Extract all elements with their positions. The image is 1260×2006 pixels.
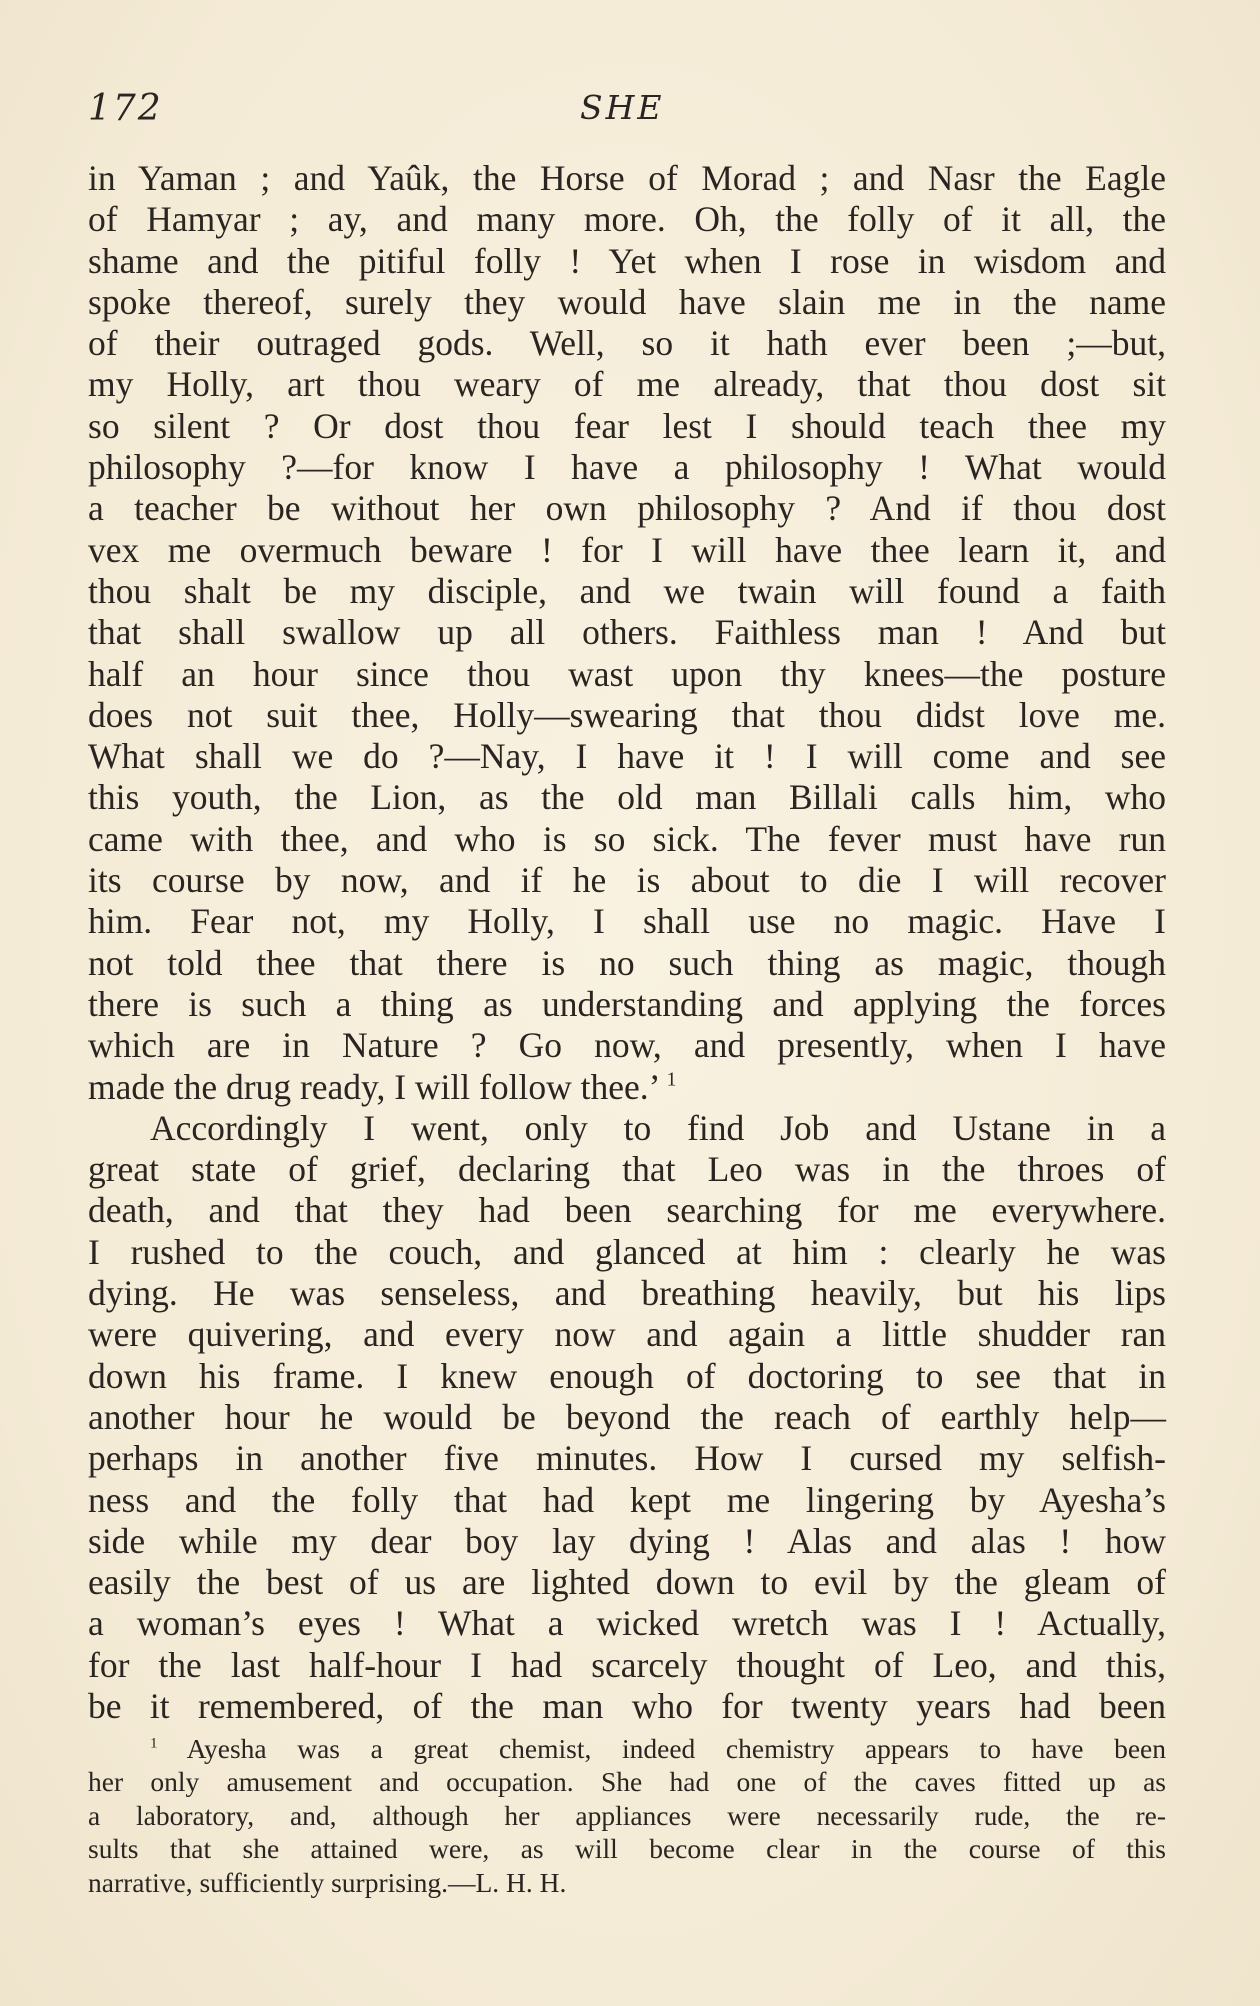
text-line: spoke thereof, surely they would have slain me in the name [88,281,1166,322]
footnote-first-line [88,1732,1166,1765]
footnote-line: a laboratory, and, although her appliances were necessarily rude, the re- [88,1799,1166,1831]
text-line: not told thee that there is no such thing as magic, though [88,942,1166,983]
footnote-line: her only amusement and occupation. She had one of the caves fitted up as [88,1766,1166,1798]
text-line: this youth, the Lion, as the old man Billali calls him, who [88,777,1166,818]
text-line: death, and that they had been searching for me everywhere. [88,1190,1166,1231]
text-line: of Hamyar ; ay, and many more. Oh, the folly of it all, the [88,199,1166,240]
text-line: so silent ? Or dost thou fear lest I should teach thee my [88,405,1166,446]
text-line: does not suit thee, Holly—swearing that thou didst love me. [88,694,1166,735]
text-line: ness and the folly that had kept me lingering by Ayesha’s [88,1479,1166,1520]
text-line: perhaps in another five minutes. How I cursed my selfish- [88,1438,1166,1479]
body-text [88,158,1166,1727]
text-line: for the last half-hour I had scarcely thought of Leo, and this, [88,1644,1166,1685]
footnote-text: Ayesha was a great chemist, indeed chemistry appears to have been [186,1733,1166,1764]
text-line: What shall we do ?—Nay, I have it ! I will come and see [88,736,1166,777]
page-number: 172 [88,88,163,129]
footnote-line: sults that she attained were, as will become clear in the course of this [88,1833,1166,1865]
text-line: another hour he would be beyond the reach of earthly help— [88,1396,1166,1437]
paragraph-first-line: Accordingly I went, only to find Job and Ustane in a [150,1107,1166,1148]
footnote-line: narrative, sufficiently surprising.—L. H. H. [88,1866,567,1898]
page-header [88,88,1168,138]
text-line: down his frame. I knew enough of doctoring to see that in [88,1355,1166,1396]
text-line: vex me overmuch beware ! for I will have thee learn it, and [88,529,1166,570]
footnote [88,1732,1166,1899]
text-line: that shall swallow up all others. Faithless man ! And but [88,612,1166,653]
text-line: dying. He was senseless, and breathing heavily, but his lips [88,1273,1166,1314]
text-line: side while my dear boy lay dying ! Alas and alas ! how [88,1520,1166,1561]
text-line: philosophy ?—for know I have a philosophy ! What would [88,447,1166,488]
text-line: my Holly, art thou weary of me already, that thou dost sit [88,364,1166,405]
text-line-content: made the drug ready, I will follow thee.’ [88,1066,658,1107]
text-line-with-footnote-ref [88,1067,1166,1108]
text-line: came with thee, and who is so sick. The fever must have run [88,818,1166,859]
text-line: him. Fear not, my Holly, I shall use no magic. Have I [88,901,1166,942]
text-line: a teacher be without her own philosophy ? And if thou dost [88,488,1166,529]
text-line: I rushed to the couch, and glanced at him : clearly he was [88,1231,1166,1272]
text-line: shame and the pitiful folly ! Yet when I rose in wisdom and [88,240,1166,281]
text-line: easily the best of us are lighted down to evil by the gleam of [88,1562,1166,1603]
text-line: thou shalt be my disciple, and we twain will found a faith [88,570,1166,611]
footnote-reference: 1 [666,1068,677,1090]
text-line: were quivering, and every now and again a little shudder ran [88,1314,1166,1355]
text-line: which are in Nature ? Go now, and presently, when I have [88,1025,1166,1066]
text-line: a woman’s eyes ! What a wicked wretch was I ! Actually, [88,1603,1166,1644]
text-line: of their outraged gods. Well, so it hath ever been ;—but, [88,323,1166,364]
running-head: SHE [580,88,665,127]
text-line: there is such a thing as understanding and applying the forces [88,983,1166,1024]
text-line: in Yaman ; and Yaûk, the Horse of Morad ; and Nasr the Eagle [88,158,1166,198]
text-line: its course by now, and if he is about to die I will recover [88,860,1166,901]
text-line: great state of grief, declaring that Leo was in the throes of [88,1149,1166,1190]
text-line: half an hour since thou wast upon thy knees—the posture [88,653,1166,694]
text-line: be it remembered, of the man who for twenty years had been [88,1685,1166,1726]
footnote-marker: 1 [150,1735,158,1752]
